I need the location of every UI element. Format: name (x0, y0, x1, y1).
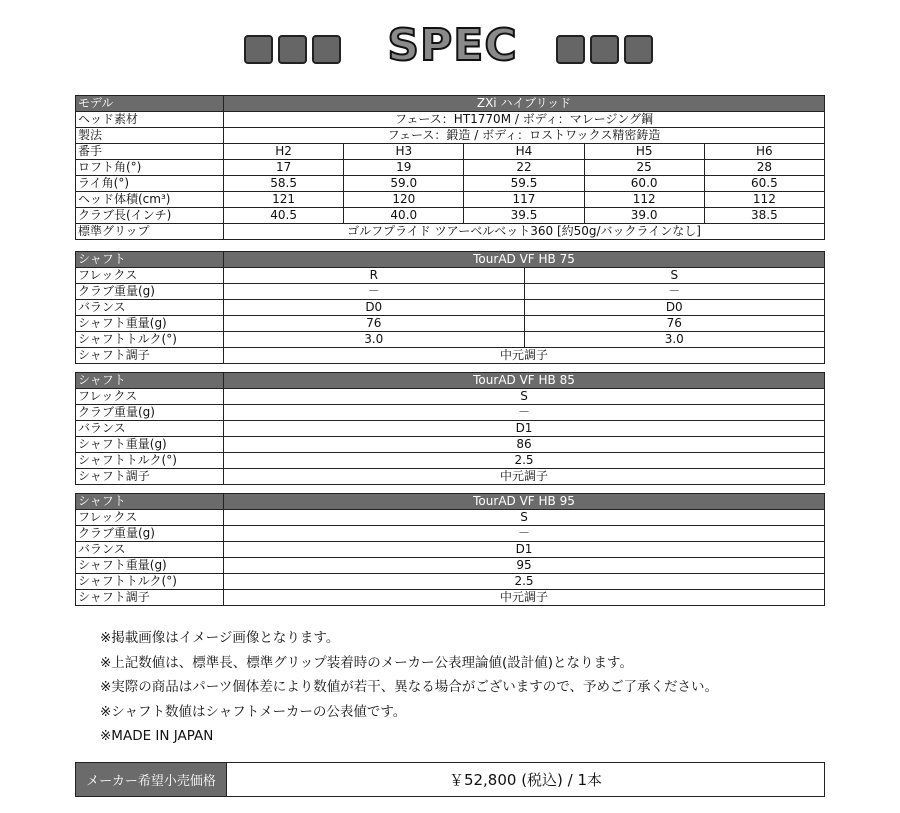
table-row (76, 252, 825, 268)
loft-label: ロフト角(°) (76, 160, 224, 176)
page-title: SPEC (387, 20, 518, 71)
price-label: メーカー希望小売価格 (76, 763, 227, 797)
table-row (76, 574, 825, 590)
table-cell: H3 (344, 144, 464, 160)
table-row (76, 437, 825, 453)
table-cell: D1 (224, 542, 825, 558)
table-row (76, 405, 825, 421)
table-row (76, 763, 825, 797)
table-cell: 40.0 (344, 208, 464, 224)
table-cell: 60.5 (704, 176, 824, 192)
table-cell: H5 (584, 144, 704, 160)
club-weight-label: クラブ重量(g) (76, 405, 224, 421)
shaft-85-table (75, 372, 825, 485)
decorative-square (278, 35, 307, 64)
table-cell: 25 (584, 160, 704, 176)
kick-label: シャフト調子 (76, 590, 224, 606)
kick-value: 中元調子 (224, 590, 825, 606)
shaft-label: シャフト (76, 252, 224, 268)
table-cell: 120 (344, 192, 464, 208)
decorative-square (590, 35, 619, 64)
table-cell: S (224, 389, 825, 405)
price-value: ￥52,800 (税込) / 1本 (227, 763, 825, 797)
table-cell: 76 (224, 316, 525, 332)
notes (100, 626, 718, 749)
table-cell: 40.5 (224, 208, 344, 224)
table-cell: H4 (464, 144, 584, 160)
volume-label: ヘッド体積(cm³) (76, 192, 224, 208)
balance-label: バランス (76, 300, 224, 316)
table-cell: H6 (704, 144, 824, 160)
table-cell: 117 (464, 192, 584, 208)
balance-label: バランス (76, 421, 224, 437)
table-row (76, 300, 825, 316)
table-cell: S (224, 510, 825, 526)
table-cell: 59.5 (464, 176, 584, 192)
table-cell: 59.0 (344, 176, 464, 192)
table-row (76, 542, 825, 558)
shaft-name: TourAD VF HB 85 (224, 373, 825, 389)
note-line: ※上記数値は、標準長、標準グリップ装着時のメーカー公表理論値(設計値)となります。 (100, 654, 633, 671)
flex-label: フレックス (76, 268, 224, 284)
model-spec-table (75, 95, 825, 240)
table-cell: D0 (224, 300, 525, 316)
table-row (76, 389, 825, 405)
flex-label: フレックス (76, 389, 224, 405)
kick-value: 中元調子 (224, 469, 825, 485)
flex-label: フレックス (76, 510, 224, 526)
table-cell: D0 (524, 300, 825, 316)
table-cell: 112 (584, 192, 704, 208)
model-label: モデル (76, 96, 224, 112)
shaft-75-table (75, 251, 825, 364)
table-cell: 121 (224, 192, 344, 208)
table-row (76, 192, 825, 208)
table-row (76, 453, 825, 469)
table-cell: 58.5 (224, 176, 344, 192)
table-row (76, 176, 825, 192)
price-table (75, 762, 825, 797)
table-cell: 17 (224, 160, 344, 176)
shaft-95-table (75, 493, 825, 606)
shaft-weight-label: シャフト重量(g) (76, 437, 224, 453)
balance-label: バランス (76, 542, 224, 558)
table-row (76, 160, 825, 176)
table-cell: S (524, 268, 825, 284)
table-row (76, 469, 825, 485)
table-cell: 19 (344, 160, 464, 176)
kick-label: シャフト調子 (76, 348, 224, 364)
title-bar (0, 22, 900, 70)
table-cell: H2 (224, 144, 344, 160)
shaft-label: シャフト (76, 494, 224, 510)
table-cell: － (224, 526, 825, 542)
club-weight-label: クラブ重量(g) (76, 284, 224, 300)
club-weight-label: クラブ重量(g) (76, 526, 224, 542)
table-cell: 60.0 (584, 176, 704, 192)
torque-label: シャフトトルク(°) (76, 332, 224, 348)
table-cell: 39.5 (464, 208, 584, 224)
table-row (76, 510, 825, 526)
shaft-label: シャフト (76, 373, 224, 389)
length-label: クラブ長(インチ) (76, 208, 224, 224)
table-row (76, 590, 825, 606)
decorative-square (312, 35, 341, 64)
table-row (76, 558, 825, 574)
table-cell: 39.0 (584, 208, 704, 224)
grip-value: ゴルフプライド ツアーベルベット360 [約50g/バックラインなし] (224, 224, 825, 240)
table-row (76, 208, 825, 224)
shaft-weight-label: シャフト重量(g) (76, 316, 224, 332)
torque-label: シャフトトルク(°) (76, 453, 224, 469)
table-cell: D1 (224, 421, 825, 437)
table-row (76, 128, 825, 144)
table-row (76, 494, 825, 510)
table-row (76, 421, 825, 437)
method-label: 製法 (76, 128, 224, 144)
torque-label: シャフトトルク(°) (76, 574, 224, 590)
lie-label: ライ角(°) (76, 176, 224, 192)
table-cell: 2.5 (224, 453, 825, 469)
table-cell: 3.0 (224, 332, 525, 348)
head-material-value: フェース：HT1770M / ボディ：マレージング鋼 (224, 112, 825, 128)
table-row (76, 224, 825, 240)
table-row (76, 348, 825, 364)
table-cell: － (524, 284, 825, 300)
table-cell: 95 (224, 558, 825, 574)
note-line: ※掲載画像はイメージ画像となります。 (100, 630, 340, 646)
table-cell: － (224, 284, 525, 300)
table-cell: 2.5 (224, 574, 825, 590)
number-label: 番手 (76, 144, 224, 160)
table-cell: 86 (224, 437, 825, 453)
head-material-label: ヘッド素材 (76, 112, 224, 128)
table-cell: 3.0 (524, 332, 825, 348)
table-row (76, 316, 825, 332)
table-row (76, 96, 825, 112)
table-row (76, 284, 825, 300)
table-cell: 76 (524, 316, 825, 332)
shaft-weight-label: シャフト重量(g) (76, 558, 224, 574)
table-cell: － (224, 405, 825, 421)
decorative-square (244, 35, 273, 64)
table-row (76, 526, 825, 542)
note-line: ※MADE IN JAPAN (100, 728, 214, 744)
table-cell: 22 (464, 160, 584, 176)
note-line: ※シャフト数値はシャフトメーカーの公表値です。 (100, 703, 407, 720)
note-line: ※実際の商品はパーツ個体差により数値が若干、異なる場合がございますので、予めご了承ください。 (100, 679, 719, 695)
table-cell: 38.5 (704, 208, 824, 224)
table-row (76, 332, 825, 348)
table-cell: 28 (704, 160, 824, 176)
table-cell: 112 (704, 192, 824, 208)
table-row (76, 373, 825, 389)
kick-value: 中元調子 (224, 348, 825, 364)
shaft-name: TourAD VF HB 75 (224, 252, 825, 268)
grip-label: 標準グリップ (76, 224, 224, 240)
model-value: ZXi ハイブリッド (224, 96, 825, 112)
decorative-square (624, 35, 653, 64)
table-row (76, 268, 825, 284)
table-cell: R (224, 268, 525, 284)
table-row (76, 144, 825, 160)
shaft-name: TourAD VF HB 95 (224, 494, 825, 510)
method-value: フェース：鍛造 / ボディ：ロストワックス精密鋳造 (224, 128, 825, 144)
kick-label: シャフト調子 (76, 469, 224, 485)
decorative-square (556, 35, 585, 64)
table-row (76, 112, 825, 128)
